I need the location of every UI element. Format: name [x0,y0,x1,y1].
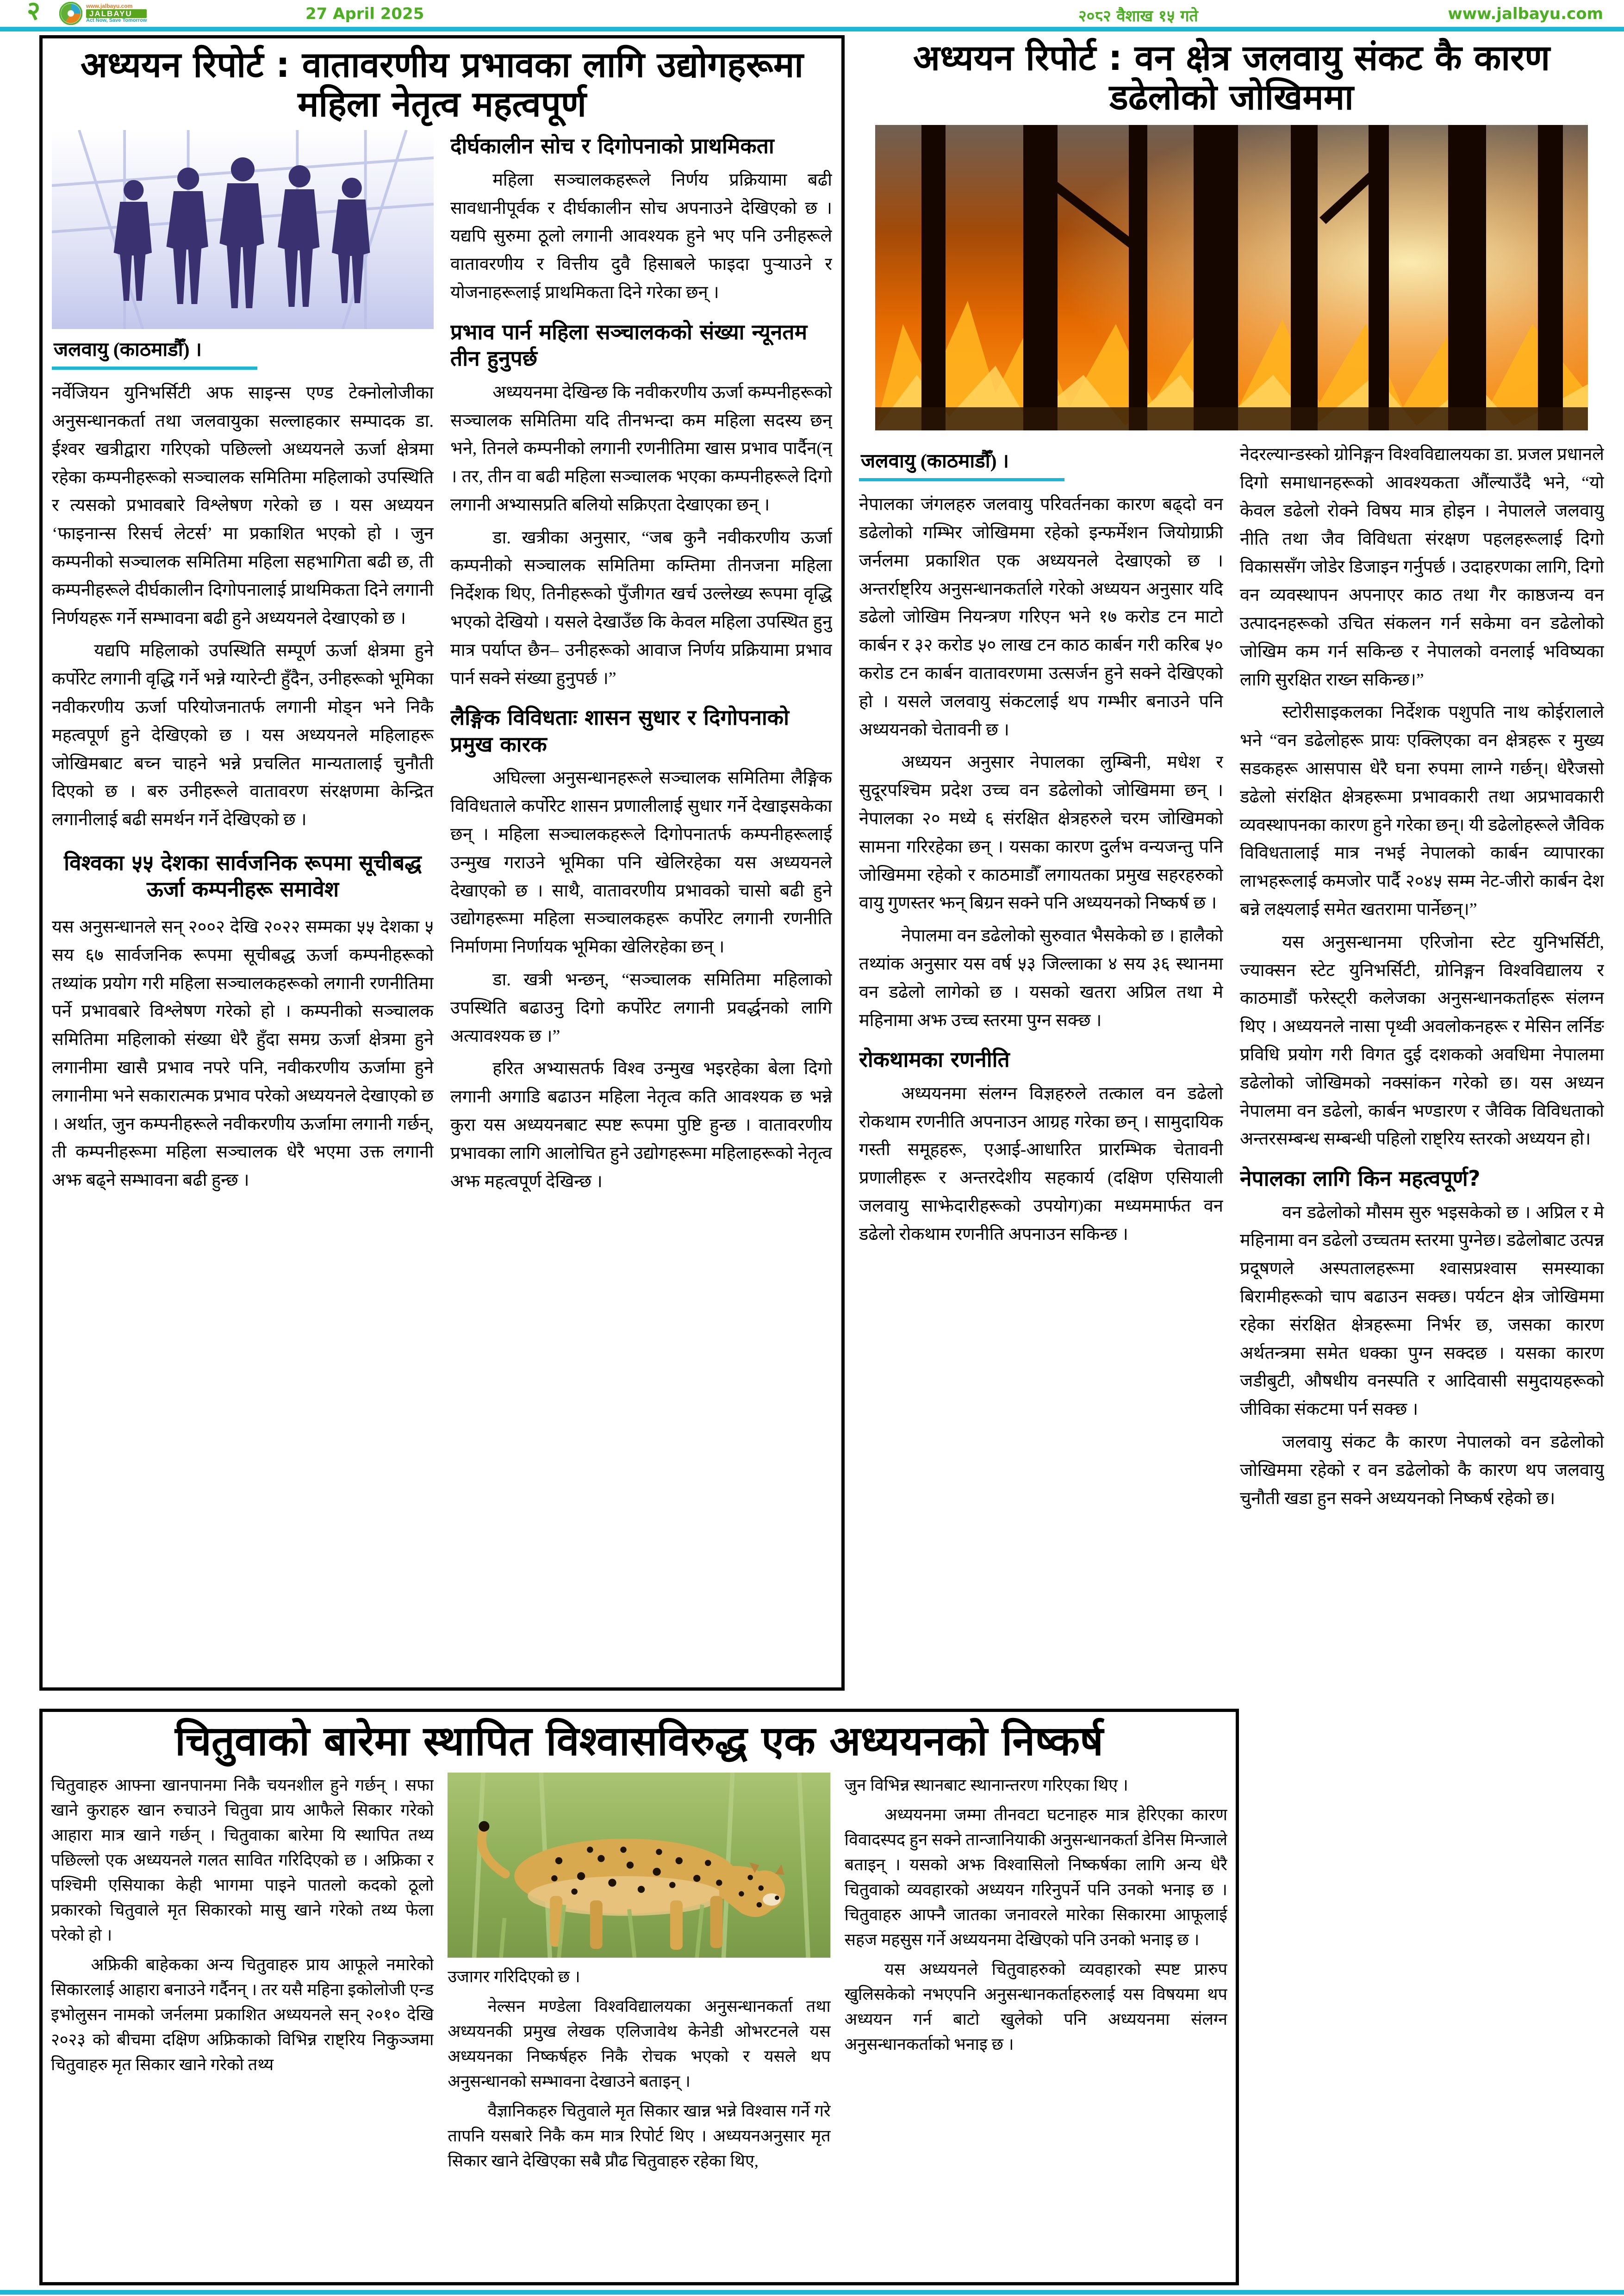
women-article-headline: अध्ययन रिपोर्ट : वातावरणीय प्रभावका लागि उद्योगहरूमा महिला नेतृत्व महत्वपूर्ण [81,44,803,125]
article-paragraph: जुन विभिन्न स्थानबाट स्थानान्तरण गरिएका थिए । [844,1775,1128,1794]
article-paragraph: यद्यपि महिलाको उपस्थिति सम्पूर्ण ऊर्जा क्षेत्रमा हुने कर्पोरेट लगानी वृद्धि गर्ने भन्ने ग्यारेन्टी हुँदैन, उनीहरूको भूमिका नवीकरणीय ऊर्जा परियोजनातर्फ लगानी मोड्न भने निकै महत्वपूर्ण हुने देखिएको छ । यस अध्ययनले महिलाहरू जोखिमबाट बच्न चाहने भन्ने प्रचलित मान्यतालाई चुनौती दिएको छ । बरु उनीहरूले वातावरण संरक्षणमा केन्द्रित लगानीलाई बढी समर्थन गर्ने देखिएको छ । [52,641,434,830]
leopard-photo [448,1773,830,1958]
article-paragraph: चितुवाहरु आफ्ना खानपानमा निकै चयनशील हुने गर्छन् । सफा खाने कुराहरु खान रुचाउने चितुवा प्राय आफैले सिकार गरेको आहारा मात्र खाने गर्छन् । चितुवाका बारेमा यि स्थापित तथ्य पछिल्लो एक अध्ययनले गलत सावित गरिदिएको छ । अफ्रिका र पश्चिमी एसियाका केही भागमा पाइने पातलो कदको ठूलो प्रकारको चितुवाले मृत सिकारको मासु खाने गरेको तथ्य फेला परेको हो । [51,1775,434,1944]
article-column [52,130,434,1667]
article-paragraph: हरित अभ्यासतर्फ विश्व उन्मुख भइरहेका बेला दिगो लगानी अगाडि बढाउन महिला नेतृत्व कति आवश्यक छ भन्ने कुरा यस अध्ययनबाट स्पष्ट रूपमा पुष्टि हुन्छ । वातावरणीय प्रभावका लागि आलोचित हुने उद्योगहरूमा महिलाहरूको नेतृत्व अझ महत्वपूर्ण देखिन्छ । [450,1059,832,1191]
women-article-columns [52,130,832,1667]
article-paragraph: नेपालमा वन डढेलोको सुरुवात भैसकेको छ । हालैको तथ्यांक अनुसार यस वर्ष ५३ जिल्लाका ४ सय ३६ स्थानमा वन डढेलो लागेको छ । यसको खतरा अप्रिल तथा मे महिनामा अझ उच्च स्तरमा पुग्न सक्छ । [859,926,1223,1030]
article-paragraph: अध्ययनमा संलग्न विज्ञहरुले तत्काल वन डढेलो रोकथाम रणनीति अपनाउन आग्रह गरेका छन् । सामुदायिक गस्ती समूहहरू, एआई-आधारित प्रारम्भिक चेतावनी प्रणालीहरू र अन्तरदेशीय सहकार्य (दक्षिण एसियाली जलवायु साझेदारीहरूको उपयोग)का मध्यममार्फत वन डढेलो रोकथाम रणनीति अपनाउन सकिन्छ । [859,1083,1223,1244]
article-paragraph: नेल्सन मण्डेला विश्वविद्यालयका अनुसन्धानकर्ता तथा अध्ययनकी प्रमुख लेखक एलिजावेथ केनेडी ओभरटनले यस अध्ययनका निष्कर्षहरु निकै रोचक भएको र यसले थप अनुसन्धानको सम्भावना देखाउने बताइन् । [448,1997,831,2091]
page-number: २ [27,0,41,26]
article-paragraph: उजागर गरिदिएको छ । [448,1967,580,1986]
header-divider [0,27,1624,31]
article-paragraph: यस अनुसन्धानले सन् २००२ देखि २०२२ सम्मका ५५ देशका ५ सय ६७ सार्वजनिक रूपमा सूचीबद्ध ऊर्जा कम्पनीहरूको तथ्यांक प्रयोग गरी महिला सञ्चालकहरूको लगानी रणनीतिमा पर्ने प्रभावबारे विश्लेषण गरेको हो । कम्पनीको सञ्चालक समितिमा महिलाको संख्या धेरै हुँदा समग्र ऊर्जा क्षेत्रमा हुने लगानीमा खासै प्रभाव नपरे पनि, नवीकरणीय ऊर्जामा हुने लगानीमा भने सकारात्मक प्रभाव परेको अध्ययनले देखाएको छ । अर्थात, जुन कम्पनीहरूले नवीकरणीय ऊर्जामा लगानी गर्छन्, ती कम्पनीहरूमा महिला सञ्चालक धेरै भएमा उक्त लगानी अझ बढ्ने सम्भावना बढी हुन्छ । [52,917,434,1190]
date-nepali: २०८२ वैशाख १५ गते [1078,7,1198,25]
article-leopard-study [39,1709,1239,2285]
article-column [51,1773,434,2259]
brand-name: JALBAYU [86,9,147,19]
leopard-article-headline: चितुवाको बारेमा स्थापित विश्वासविरुद्ध एक अध्ययनको निष्कर्ष [175,1717,1103,1765]
logo-text [86,3,147,24]
forest-fire-photo [857,125,1606,430]
article-column [845,1773,1227,2259]
article-paragraph: नेपालका जंगलहरु जलवायु परिवर्तनका कारण बढ्दो वन डढेलोको गम्भिर जोखिममा रहेको इन्फर्मेशन जियोग्राफ्री जर्नलमा प्रकाशित एक अध्ययनले देखाएको छ । अन्तर्राष्ट्रिय अनुसन्धानकर्ताले गरेको अध्ययन अनुसार यदि डढेलो जोखिम नियन्त्रण गरिएन भने १७ करोड टन माटो कार्बन र ३२ करोड ५० लाख टन काठ कार्बन गरी करिब ५० करोड टन कार्बन वातावरणमा उत्सर्जन हुने सक्ने देखिएको हो । यसले जलवायु संकटलाई थप गम्भीर बनाउने पनि अध्ययनको चेतावनी छ । [859,495,1223,740]
website-url[interactable]: www.jalbayu.com [1448,5,1603,23]
businesswomen-photo [52,130,434,329]
subheading: विश्वका ५५ देशका सार्वजनिक रूपमा सूचीबद्ध ऊर्जा कम्पनीहरू समावेश [64,850,422,902]
article-paragraph: नर्वेजियन युनिभर्सिटी अफ साइन्स एण्ड टेक्नोलोजीका अनुसन्धानकर्ता तथा जलवायुका सल्लाहकार सम्पादक डा. ईश्वर खत्रीद्वारा गरिएको पछिल्लो अध्ययनले ऊर्जा क्षेत्रमा रहेका कम्पनीहरूको सञ्चालक समितिमा महिलाको उपस्थिति र त्यसको प्रभावबारे विश्लेषण गरेको छ । यस अध्ययन ‘फाइनान्स रिसर्च लेटर्स’ मा प्रकाशित भएको हो । जुन कम्पनीको सञ्चालक समितिमा महिला सहभागिता बढी छ, ती कम्पनीहरूले दीर्घकालीन दिगोपनालाई प्राथमिकता दिने लगानी निर्णयहरू गर्ने सम्भावना बढी हुने अध्ययनले देखाएको छ । [52,383,434,628]
footer-divider [0,2290,1624,2295]
article-paragraph: अध्ययनमा जम्मा तीनवटा घटनाहरु मात्र हेरिएका कारण विवादस्पद हुन सक्ने तान्जानियाकी अनुसन्धानकर्ता डेनिस मिन्जाले बताइन् । यसको अझ विश्वासिलो निष्कर्षका लागि अन्य धेरै चितुवाको व्यवहारको अध्ययन गरिनुपर्ने पनि उनको भनाइ छ । चितुवाहरु आफ्नै जातका जनावरले मारेका सिकारमा आफूलाई सहज महसुस गर्ने अध्ययनमा देखिएको पनि उनको भनाइ छ । [844,1805,1227,1949]
article-paragraph: महिला सञ्चालकहरूले निर्णय प्रक्रियामा बढी सावधानीपूर्वक र दीर्घकालीन सोच अपनाउने देखिएको छ । यद्यपि सुरुमा ठूलो लगानी आवश्यक हुने भए पनि उनीहरूले वातावरणीय र वित्तीय दुवै हिसाबले फाइदा पुर्‍याउने र योजनाहरूलाई प्राथमिकता दिने गरेका छन् । [450,170,832,302]
article-paragraph: यस अध्ययनले चितुवाहरुको व्यवहारको स्पष्ट प्रारुप खुलिसकेको नभएपनि अनुसन्धानकर्ताहरुलाई यस विषयमा थप अध्ययन गर्न बाटो खुलेको पनि अध्ययनमा संलग्न अनुसन्धानकर्ताको भनाइ छ । [844,1960,1227,2053]
date-english: 27 April 2025 [305,5,424,23]
article-paragraph: अघिल्ला अनुसन्धानहरूले सञ्चालक समितिमा लैङ्गिक विविधताले कर्पोरेट शासन प्रणालीलाई सुधार गर्ने देखाइसकेका छन् । महिला सञ्चालकहरूले दिगोपनातर्फ कम्पनीहरूलाई उन्मुख गराउने भूमिका पनि खेलिरहेका यस अध्ययनले देखाएको छ । साथै, वातावरणीय प्रभावको चासो बढी हुने उद्योगहरूमा महिला सञ्चालकहरू कर्पोरेट लगानी रणनीति निर्माणमा निर्णायक भूमिका खेलिरहेका छन् । [450,768,832,957]
article-paragraph: डा. खत्रीका अनुसार, “जब कुनै नवीकरणीय ऊर्जा कम्पनीको सञ्चालक समितिमा कम्तिमा तीनजना महिला निर्देशक थिए, तिनीहरूको पुँजीगत खर्च उल्लेख्य रूपमा वृद्धि भएको देखियो । यसले देखाउँछ कि केवल महिला उपस्थित हुनु मात्र पर्याप्त छैन– उनीहरूको आवाज निर्णय प्रक्रियामा प्रभाव पार्न सक्ने संख्या हुनुपर्छ ।” [450,528,832,688]
article-paragraph: स्टोरीसाइकलका निर्देशक पशुपति नाथ कोईरालाले भने “वन डढेलोहरू प्रायः एक्लिएका वन क्षेत्रहरू र मुख्य सडकहरू आसपास धेरै घना रुपमा लाग्ने गर्छन्। धेरैजसो डढेलो संरक्षित क्षेत्रहरूमा प्रभावकारी तथा अप्रभावकारी व्यवस्थापनका कारण हुने गरेका छन्। यी डढेलोहरूले जैविक विविधतालाई मात्र नभई नेपालको कार्बन व्यापारका लाभहरूलाई कमजोर पार्दै २०४५ सम्म नेट-जीरो कार्बन देश बन्ने लक्ष्यलाई समेत खतरामा पार्नेछन्।” [1240,703,1604,919]
logo-swirl-icon [59,2,82,25]
leopard-article-columns [51,1773,1227,2259]
byline: जलवायु (काठमाडौँ) । [52,336,257,370]
article-paragraph: अफ्रिकी बाहेकका अन्य चितुवाहरु प्राय आफूले नमारेको सिकारलाई आहारा बनाउने गर्दैनन् । तर यसै महिना इकोलोजी एन्ड इभोलुसन नामको जर्नलमा प्रकाशित अध्ययनले सन् २०१० देखि २०२३ को बीचमा दक्षिण अफ्रिकाको विभिन्न राष्ट्रिय निकुञ्जमा चितुवाहरु मृत सिकार खाने गरेको तथ्य [51,1955,434,2074]
subheading: लैङ्गिक विविधताः शासन सुधार र दिगोपनाको प्रमुख कारक [450,705,790,757]
brand-tagline: Act Now, Save Tomorrow [86,18,147,24]
article-paragraph: यस अनुसन्धानमा एरिजोना स्टेट युनिभर्सिटी, ज्याक्सन स्टेट युनिभर्सिटी, ग्रोनिङ्गन विश्वविद्यालय र काठमाडौं फरेस्ट्री कलेजका अनुसन्धानकर्ताहरू संलग्न थिए । अध्ययनले नासा पृथ्वी अवलोकनहरू र मेसिन लर्निङ प्रविधि प्रयोग गरी विगत दुई दशकको अवधिमा नेपालमा डढेलोको जोखिमको नक्सांकन गरेको छ। यस अध्यन नेपालमा वन डढेलो, कार्बन भण्डारण र जैविक विविधताको अन्तरसम्बन्ध सम्बन्धी पहिलो राष्ट्रिय स्तरको अध्ययन हो। [1240,932,1604,1149]
article-women-leadership [39,35,845,1691]
article-column [1240,441,1604,2255]
article-column [450,130,832,1667]
article-paragraph: जलवायु संकट कै कारण नेपालको वन डढेलोको जोखिममा रहेको र वन डढेलोको कै कारण थप जलवायु चुनौती खडा हुन सक्ने अध्ययनको निष्कर्ष रहेको छ। [1240,1432,1604,1508]
logo-url: www.jalbayu.com [86,3,133,9]
subheading: प्रभाव पार्न महिला सञ्चालकको संख्या न्यूनतम तीन हुनुपर्छ [450,319,808,371]
article-column [859,441,1223,1653]
article-paragraph: अध्ययन अनुसार नेपालका लुम्बिनी, मधेश र सुदूरपश्चिम प्रदेश उच्च वन डढेलोको जोखिममा छन् । नेपालका २० मध्ये ६ संरक्षित क्षेत्रहरुले चरम जोखिमको सामना गरिरहेका छन् । यसका कारण दुर्लभ वन्यजन्तु पनि जोखिममा रहेको र काठमाडौँ लगायतका प्रमुख सहरहरुको वायु गुणस्तर झन् बिग्रन सक्ने पनि अध्ययनको निष्कर्ष छ । [859,753,1223,913]
article-paragraph: वैज्ञानिकहरु चितुवाले मृत सिकार खान्न भन्ने विश्वास गर्ने गरे तापनि यसबारे निकै कम मात्र रिपोर्ट थिए । अध्ययनअनुसार मृत सिकार खाने देखिएका सबै प्रौढ चितुवाहरु रहेका थिए, [448,2101,831,2170]
jalbayu-logo [59,2,147,25]
article-paragraph: अध्ययनमा देखिन्छ कि नवीकरणीय ऊर्जा कम्पनीहरूको सञ्चालक समितिमा यदि तीनभन्दा कम महिला सदस्य छन् भने, तिनले कम्पनीको लगानी रणनीतिमा खास प्रभाव पार्दैन(न् । तर, तीन वा बढी महिला सञ्चालक भएका कम्पनीहरूले दिगो लगानी अभ्यासप्रति बलियो सक्रिएता देखाएका छन् । [450,382,832,515]
byline: जलवायु (काठमाडौँ) । [859,447,1064,481]
subheading: रोकथामका रणनीति [859,1047,1010,1072]
masthead [0,0,1624,27]
article-paragraph: वन डढेलोको मौसम सुरु भइसकेको छ । अप्रिल र मे महिनामा वन डढेलो उच्चतम स्तरमा पुग्नेछ। डढेलोबाट उत्पन्न प्रदूषणले अस्पतालहरूमा श्वासप्रश्वास समस्याका बिरामीहरूको चाप बढाउन सक्छ। पर्यटन क्षेत्र जोखिममा रहेका संरक्षित क्षेत्रहरूमा निर्भर छ, जसका कारण अर्थतन्त्रमा समेत धक्का पुग्न सक्दछ । यसका कारण जडीबुटी, औषधीय वनस्पति र आदिवासी समुदायहरूको जीविका संकटमा पर्न सक्छ । [1240,1202,1604,1419]
subheading: नेपालका लागि किन महत्वपूर्ण? [1240,1166,1481,1191]
article-column [448,1773,830,2259]
subheading: दीर्घकालीन सोच र दिगोपनाको प्राथमिकता [450,133,774,159]
article-paragraph: नेदरल्यान्डस्को ग्रोनिङ्गन विश्वविद्यालयका डा. प्रजल प्रधानले दिगो समाधानहरूको आवश्यकता औंल्याउँदै भने, “यो केवल डढेलो रोक्ने विषय मात्र होइन । नेपालले जलवायु नीति तथा जैव विविधता संरक्षण पहलहरूलाई दिगो विकाससँग जोडेर डिजाइन गर्नुपर्छ । उदाहरणका लागि, दिगो वन व्यवस्थापन अपनाएर काठ तथा गैर काष्ठजन्य वन उत्पादनहरूको उचित संकलन गर्न सकेमा वन डढेलोको जोखिम कम गर्न सकिन्छ र नेपालको वनलाई भविष्यका लागि सुरक्षित राख्न सकिन्छ।” [1240,445,1604,690]
fire-article-headline: अध्ययन रिपोर्ट : वन क्षेत्र जलवायु संकट कै कारण डढेलोको जोखिममा [913,37,1550,118]
article-paragraph: डा. खत्री भन्छन्, “सञ्चालक समितिमा महिलाको उपस्थिति बढाउनु दिगो कर्पोरेट लगानी प्रवर्द्धनको लागि अत्यावश्यक छ ।” [450,970,832,1046]
